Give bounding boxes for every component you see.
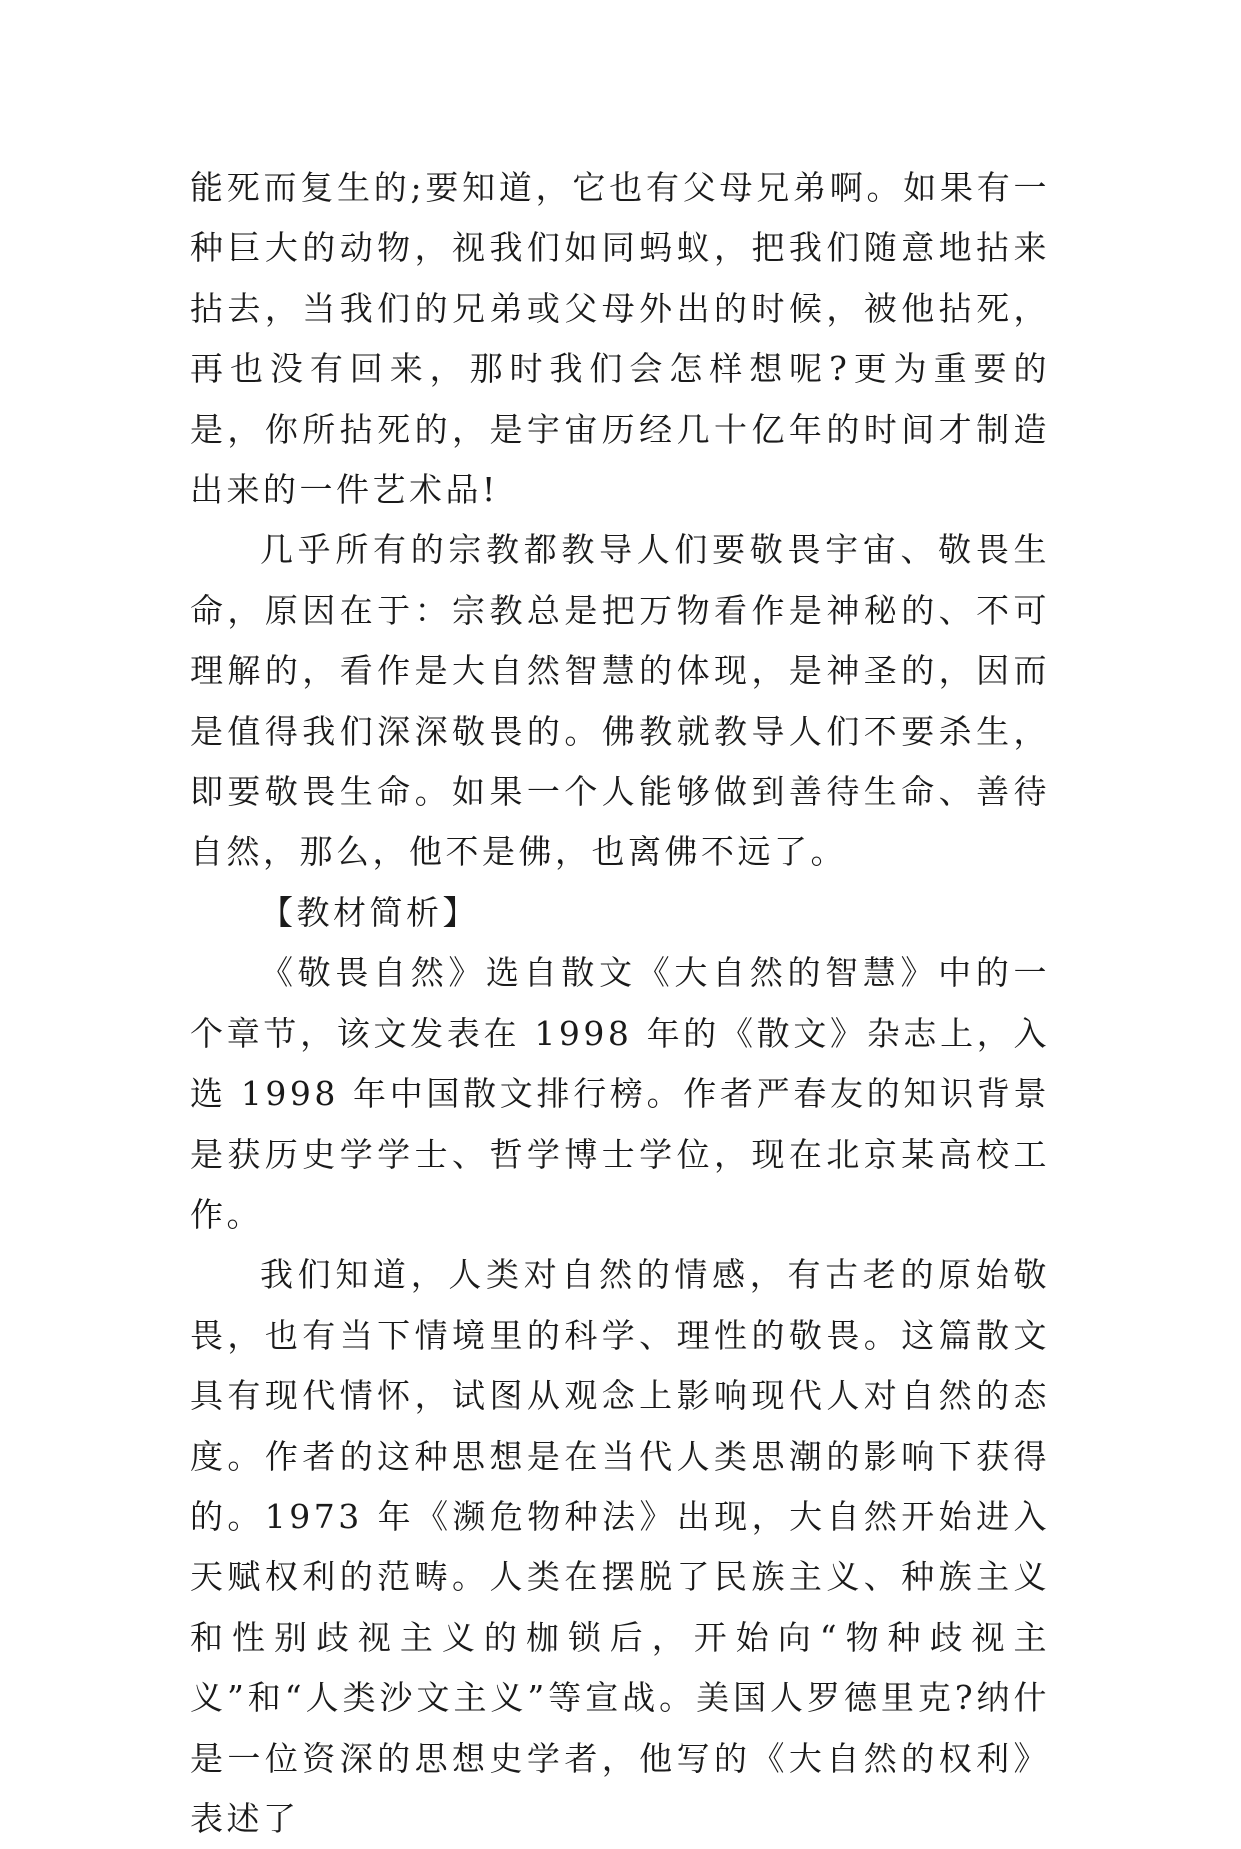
paragraph-religion: 几乎所有的宗教都教导人们要敬畏宇宙、敬畏生命，原因在于：宗教总是把万物看作是神秘的、不可理解的，看作是大自然智慧的体现，是神圣的，因而是值得我们深深敬畏的。佛教就教导人们不要杀生，即要敬畏生命。如果一个人能够做到善待生命、善待自然，那么，他不是佛，也离佛不远了。 xyxy=(190,530,1050,872)
paragraph-source: 《敬畏自然》选自散文《大自然的智慧》中的一个章节，该文发表在 1998 年的《散文》杂志上，入选 1998 年中国散文排行榜。作者严春友的知识背景是获历史学学士、哲学博士学位，现在北京某高校工作。 xyxy=(190,953,1050,1234)
paragraph-context: 我们知道，人类对自然的情感，有古老的原始敬畏，也有当下情境里的科学、理性的敬畏。这篇散文具有现代情怀，试图从观念上影响现代人对自然的态度。作者的这种思想是在当代人类思潮的影响下获得的。1973 年《濒危物种法》出现，大自然开始进入天赋权利的范畴。人类在摆脱了民族主义、种族主义和性别歧视主义的枷锁后，开始向“物种歧视主义”和“人类沙文主义”等宣战。美国人罗德里克?纳什是一位资深的思想史学者，他写的《大自然的权利》表述了 xyxy=(190,1255,1050,1838)
paragraph-continuation: 能死而复生的;要知道，它也有父母兄弟啊。如果有一种巨大的动物，视我们如同蚂蚁，把我们随意地拈来拈去，当我们的兄弟或父母外出的时候，被他拈死，再也没有回来，那时我们会怎样想呢?更为重要的是，你所拈死的，是宇宙历经几十亿年的时间才制造出来的一件艺术品! xyxy=(190,168,1050,510)
section-heading: 【教材简析】 xyxy=(260,892,479,932)
document-body xyxy=(190,158,1050,1849)
